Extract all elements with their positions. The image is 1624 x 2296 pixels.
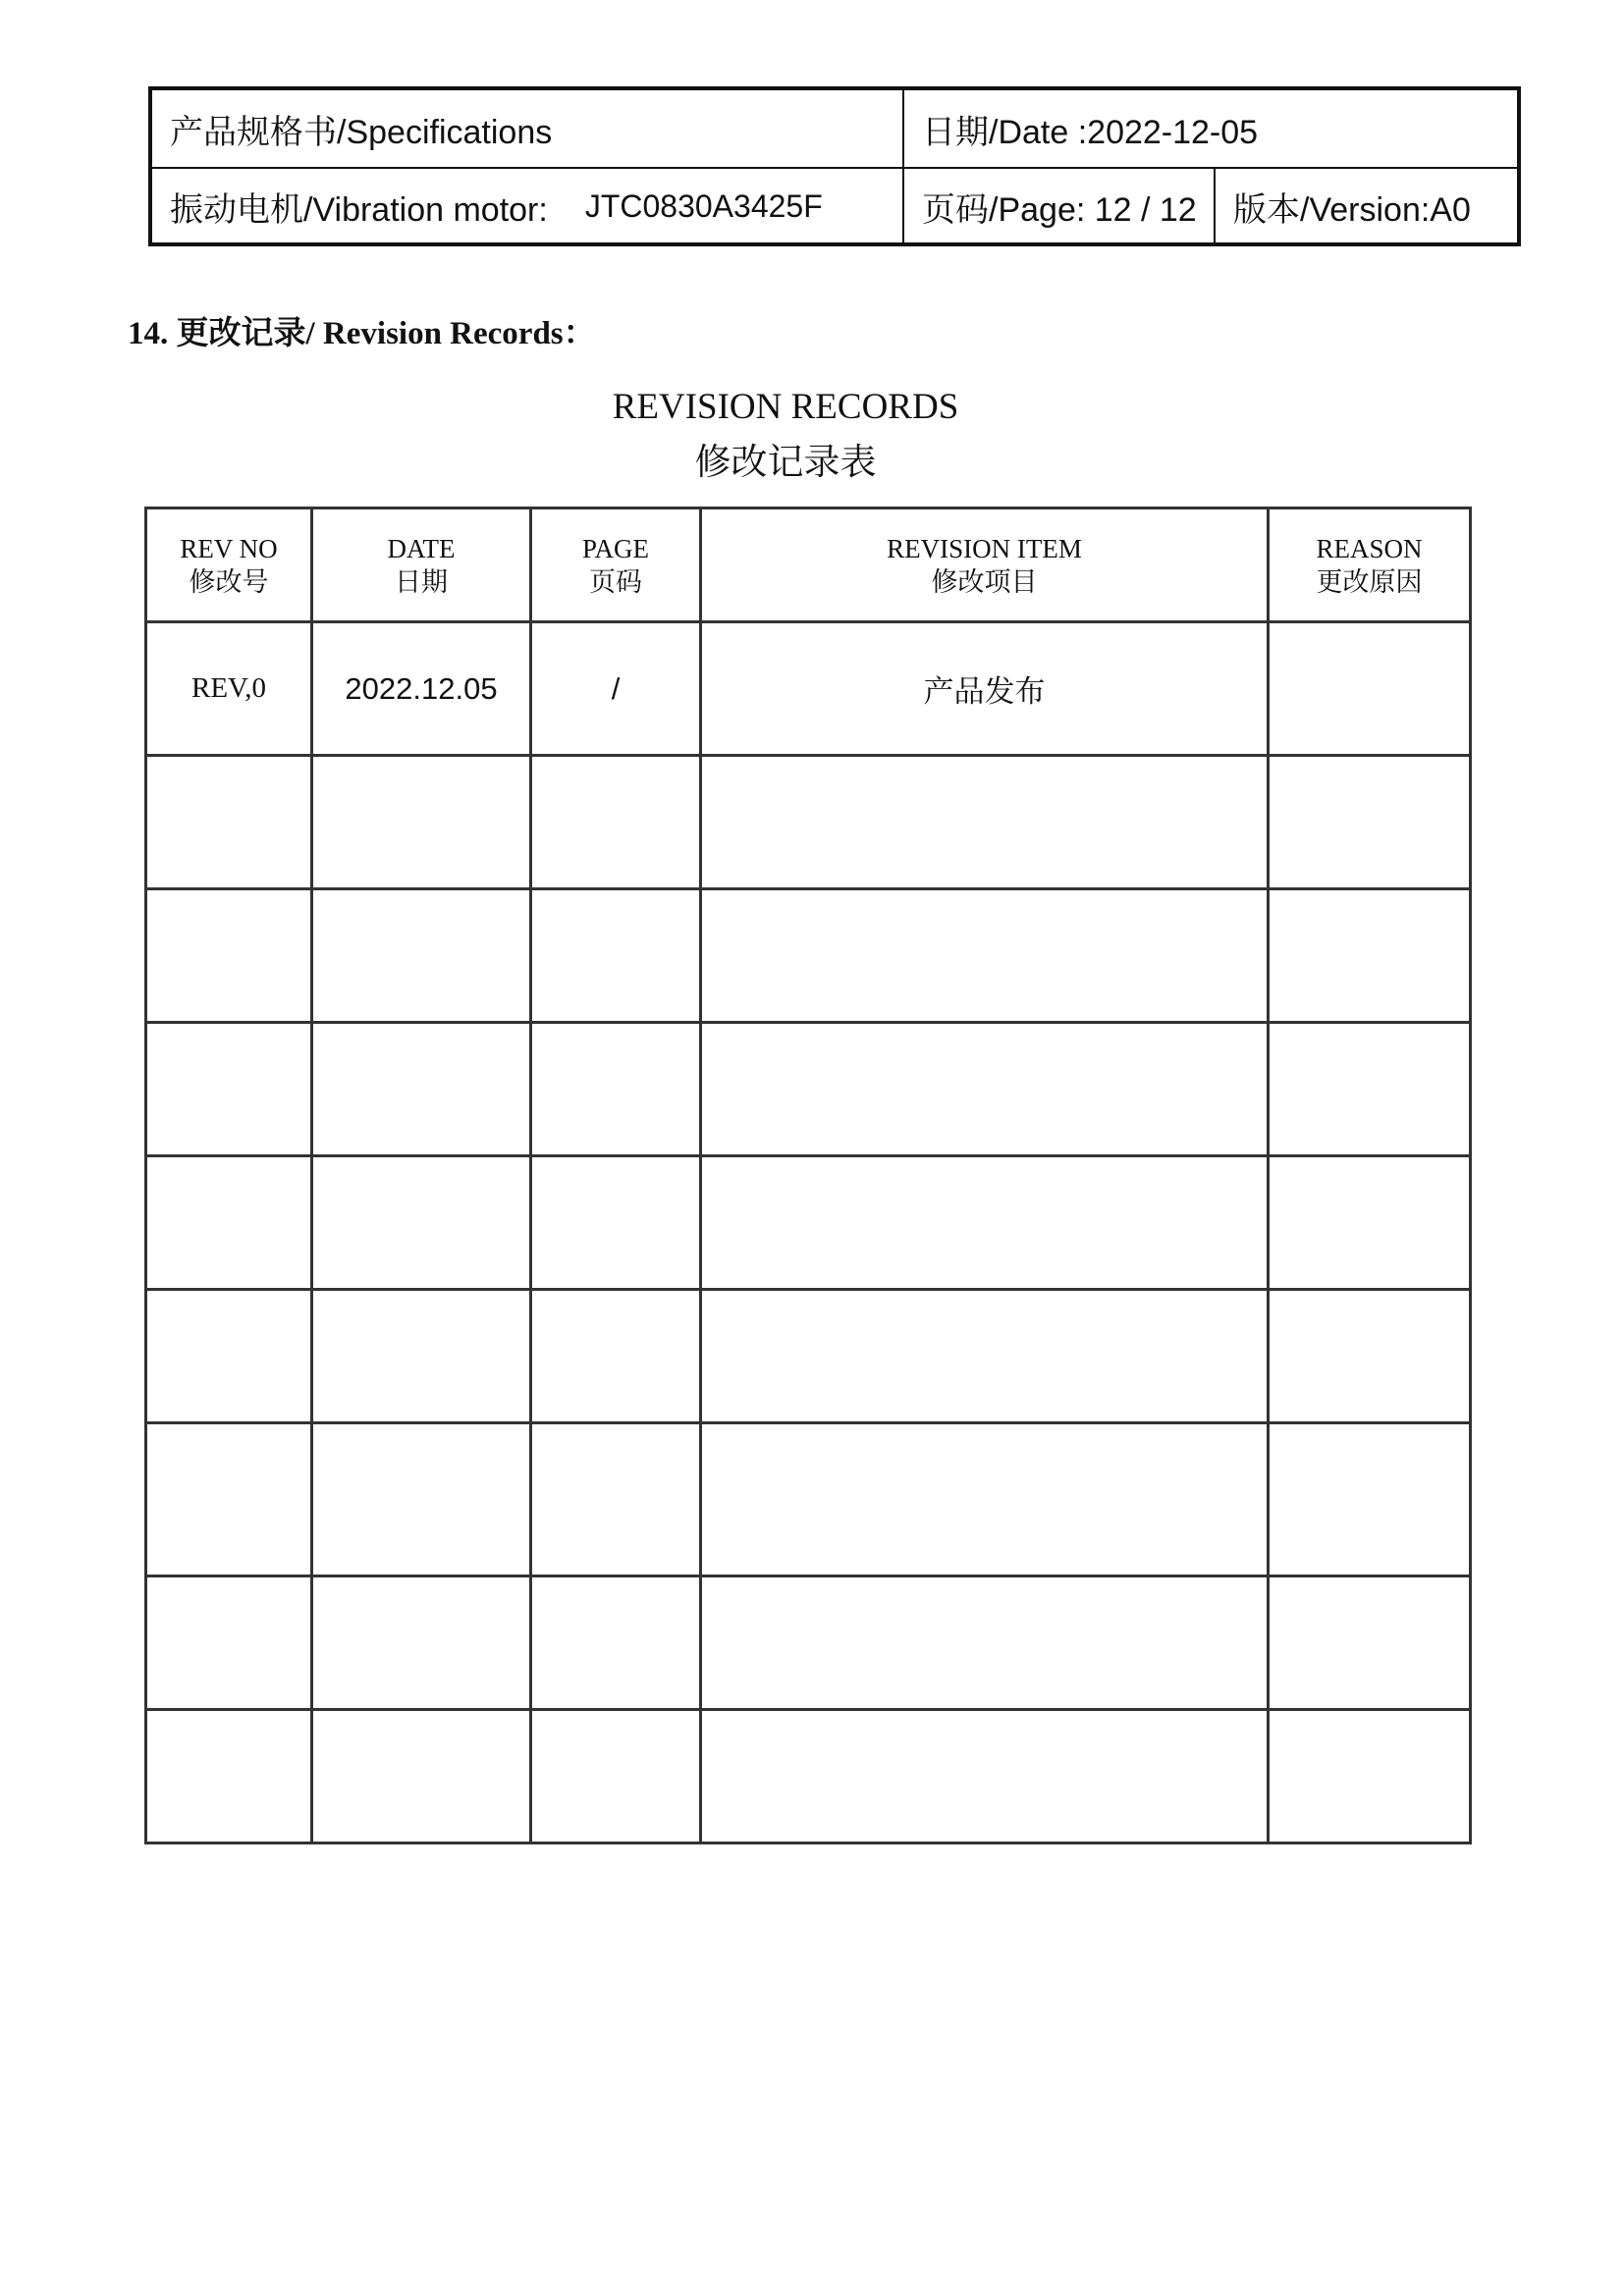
cell-rev-no xyxy=(146,889,312,1023)
cell-rev-no xyxy=(146,756,312,889)
cell-page: / xyxy=(531,622,701,756)
cell-reason xyxy=(1269,756,1471,889)
section-heading: 14. 更改记录/ Revision Records： xyxy=(128,316,596,351)
document-header xyxy=(148,86,1521,246)
cell-rev-no: REV,0 xyxy=(146,622,312,756)
table-row xyxy=(146,1023,1471,1156)
cell-reason xyxy=(1269,1576,1471,1710)
table-row xyxy=(146,1156,1471,1290)
cell-date xyxy=(312,1156,531,1290)
table-title-cn: 修改记录表 xyxy=(694,443,877,483)
cell-revision-item xyxy=(701,1423,1269,1576)
cell-date xyxy=(312,1023,531,1156)
version-label: 版本/Version:A0 xyxy=(1233,190,1471,229)
cell-date xyxy=(312,1710,531,1843)
cell-page xyxy=(531,1576,701,1710)
cell-reason xyxy=(1269,1710,1471,1843)
cell-rev-no xyxy=(146,1710,312,1843)
cell-date xyxy=(312,756,531,889)
column-header-date: DATE 日期 xyxy=(312,508,531,622)
part-number: JTC0830A3425F xyxy=(584,187,823,224)
cell-date xyxy=(312,1290,531,1423)
column-header-rev-no: REV NO 修改号 xyxy=(146,508,312,622)
cell-revision-item xyxy=(701,889,1269,1023)
table-row xyxy=(146,1576,1471,1710)
cell-date xyxy=(312,1423,531,1576)
date-label: 日期/Date :2022-12-05 xyxy=(922,113,1259,151)
table-row xyxy=(146,889,1471,1023)
table-header-row xyxy=(146,508,1471,622)
column-header-revision-item: REVISION ITEM 修改项目 xyxy=(701,508,1269,622)
cell-date xyxy=(312,1576,531,1710)
cell-rev-no xyxy=(146,1423,312,1576)
revision-table xyxy=(144,507,1472,1844)
table-row xyxy=(146,1290,1471,1423)
cell-reason xyxy=(1269,1023,1471,1156)
table-row xyxy=(146,622,1471,756)
cell-rev-no xyxy=(146,1576,312,1710)
cell-revision-item xyxy=(701,1710,1269,1843)
column-header-reason: REASON 更改原因 xyxy=(1269,508,1471,622)
table-row xyxy=(146,1710,1471,1843)
cell-revision-item xyxy=(701,1023,1269,1156)
page-label: 页码/Page: 12 / 12 xyxy=(922,190,1197,229)
cell-revision-item xyxy=(701,1290,1269,1423)
product-label: 振动电机/Vibration motor: xyxy=(170,190,548,229)
cell-revision-item: 产品发布 xyxy=(701,622,1269,756)
cell-rev-no xyxy=(146,1023,312,1156)
cell-rev-no xyxy=(146,1290,312,1423)
table-title-en: REVISION RECORDS xyxy=(612,387,959,427)
table-row xyxy=(146,1423,1471,1576)
cell-revision-item xyxy=(701,756,1269,889)
cell-date xyxy=(312,889,531,1023)
cell-reason xyxy=(1269,1423,1471,1576)
cell-reason xyxy=(1269,1156,1471,1290)
cell-date: 2022.12.05 xyxy=(312,622,531,756)
spec-label: 产品规格书/Specifications xyxy=(170,113,553,151)
cell-page xyxy=(531,1710,701,1843)
cell-page xyxy=(531,1023,701,1156)
cell-page xyxy=(531,1423,701,1576)
cell-revision-item xyxy=(701,1576,1269,1710)
cell-reason xyxy=(1269,1290,1471,1423)
cell-page xyxy=(531,1290,701,1423)
cell-page xyxy=(531,1156,701,1290)
cell-reason xyxy=(1269,622,1471,756)
cell-reason xyxy=(1269,889,1471,1023)
cell-revision-item xyxy=(701,1156,1269,1290)
cell-page xyxy=(531,756,701,889)
table-row xyxy=(146,756,1471,889)
product-label-cell xyxy=(152,169,902,243)
cell-page xyxy=(531,889,701,1023)
cell-rev-no xyxy=(146,1156,312,1290)
column-header-page: PAGE 页码 xyxy=(531,508,701,622)
